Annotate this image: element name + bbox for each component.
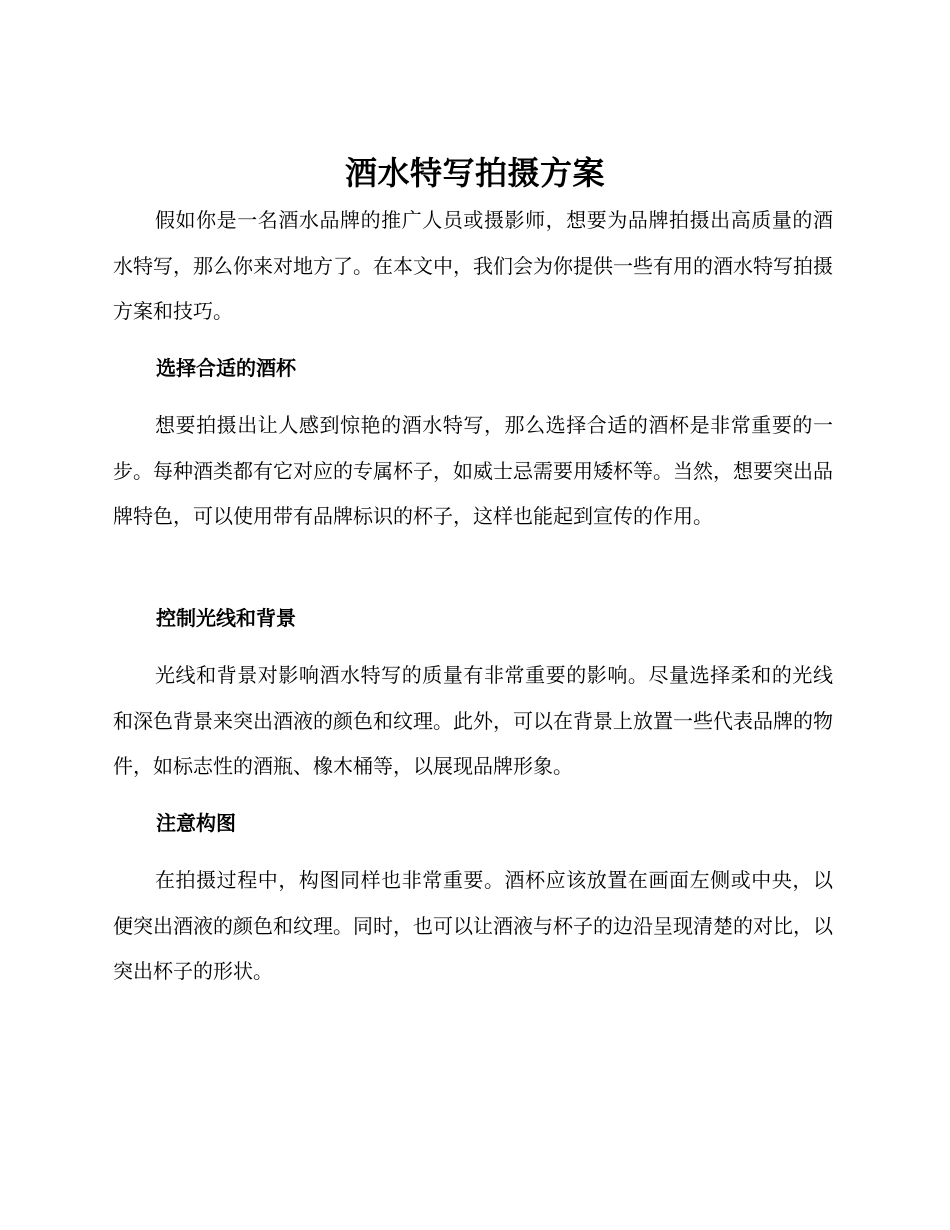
section-body-glass: 想要拍摄出让人感到惊艳的酒水特写，那么选择合适的酒杯是非常重要的一步。每种酒类都有它对应的专属杯子，如威士忌需要用矮杯等。当然，想要突出品牌特色，可以使用带有品牌标识的杯子，这样也能起到宣传的作用。 [113, 413, 833, 528]
section-heading-glass: 选择合适的酒杯 [156, 356, 296, 380]
document-title: 酒水特写拍摄方案 [344, 154, 605, 192]
section-body-composition: 在拍摄过程中，构图同样也非常重要。酒杯应该放置在画面左侧或中央，以便突出酒液的颜色和纹理。同时，也可以让酒液与杯子的边沿呈现清楚的对比，以突出杯子的形状。 [113, 868, 833, 983]
section-heading-lighting: 控制光线和背景 [156, 606, 296, 630]
section-heading-composition: 注意构图 [156, 811, 236, 835]
intro-paragraph: 假如你是一名酒水品牌的推广人员或摄影师，想要为品牌拍摄出高质量的酒水特写，那么你来对地方了。在本文中，我们会为你提供一些有用的酒水特写拍摄方案和技巧。 [113, 208, 833, 323]
section-body-lighting: 光线和背景对影响酒水特写的质量有非常重要的影响。尽量选择柔和的光线和深色背景来突出酒液的颜色和纹理。此外，可以在背景上放置一些代表品牌的物件，如标志性的酒瓶、橡木桶等，以展现品牌形象。 [113, 663, 833, 778]
